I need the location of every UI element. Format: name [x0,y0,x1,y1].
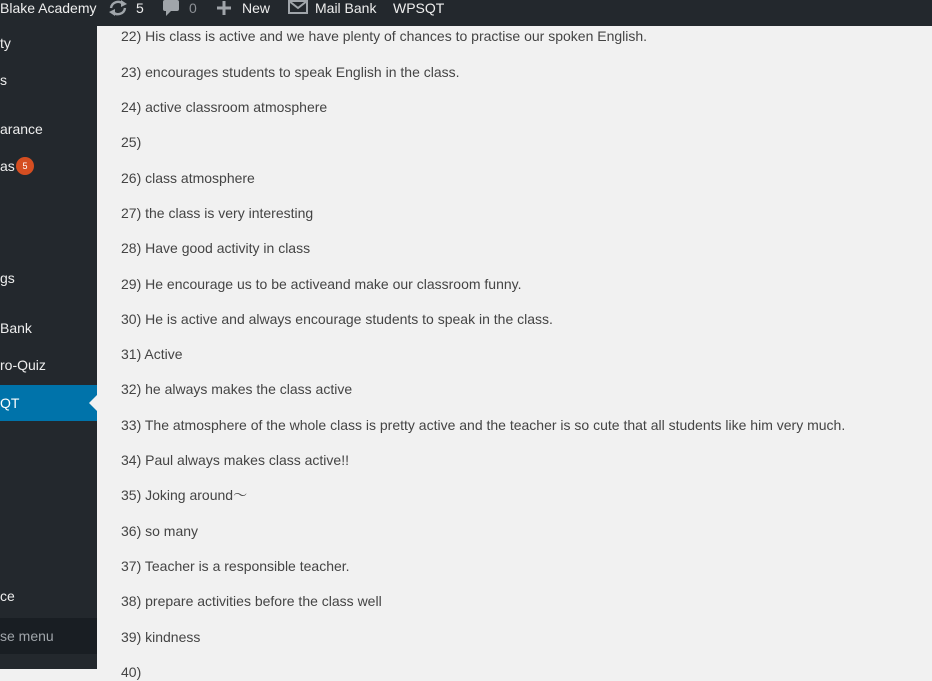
plus-icon[interactable] [216,0,232,19]
sidebar-item-wpsqt-current[interactable] [0,385,97,421]
collapse-menu-button[interactable] [0,618,97,654]
response-item: 32) he always makes the class active [121,381,353,397]
response-item: 28) Have good activity in class [121,240,311,256]
response-item: 25) [121,134,142,150]
new-link[interactable]: New [242,0,271,16]
response-item: 29) He encourage us to be activeand make our classroom funny. [121,276,522,292]
wpsqt-link[interactable]: WPSQT [393,0,445,16]
response-item: 39) kindness [121,629,201,645]
response-item: 37) Teacher is a responsible teacher. [121,558,350,574]
sidebar-item-label: s [0,72,7,88]
response-item: 33) The atmosphere of the whole class is pretty active and the teacher is so cute that all students like him very much. [121,417,846,433]
admin-sidebar [0,26,97,669]
response-item: 27) the class is very interesting [121,205,314,221]
update-count-badge: 5 [16,157,34,175]
response-item: 22) His class is active and we have plenty of chances to practise our spoken English. [121,28,648,44]
sidebar-item-label: ty [0,35,11,51]
sidebar-item-label: QT [0,395,20,411]
mail-icon[interactable] [288,0,308,17]
admin-bar [0,0,932,26]
sidebar-item-label: arance [0,121,43,137]
updates-count[interactable]: 5 [136,0,144,16]
sidebar-item-label: gs [0,270,15,286]
response-item: 30) He is active and always encourage students to speak in the class. [121,311,553,327]
sidebar-item-label: ro-Quiz [0,357,46,373]
sidebar-item-label: Bank [0,320,32,336]
site-name-link[interactable]: Blake Academy [0,0,97,16]
mail-bank-link[interactable]: Mail Bank [315,0,377,16]
response-item: 40) [121,664,142,680]
sidebar-item-label: as [0,158,15,174]
current-menu-arrow [89,395,97,411]
collapse-menu-label: se menu [0,628,54,644]
survey-responses-content [97,26,932,680]
comments-count[interactable]: 0 [189,0,197,16]
comments-icon[interactable] [162,0,180,19]
response-item: 38) prepare activities before the class well [121,593,382,609]
updates-icon[interactable] [107,0,129,19]
response-item: 23) encourages students to speak English in the class. [121,64,460,80]
response-item: 34) Paul always makes class active!! [121,452,349,468]
response-item: 24) active classroom atmosphere [121,99,328,115]
response-item: 36) so many [121,523,199,539]
response-item: 31) Active [121,346,183,362]
response-item: 35) Joking around～ [121,487,248,503]
response-item: 26) class atmosphere [121,170,255,186]
sidebar-item-label: ce [0,588,15,604]
